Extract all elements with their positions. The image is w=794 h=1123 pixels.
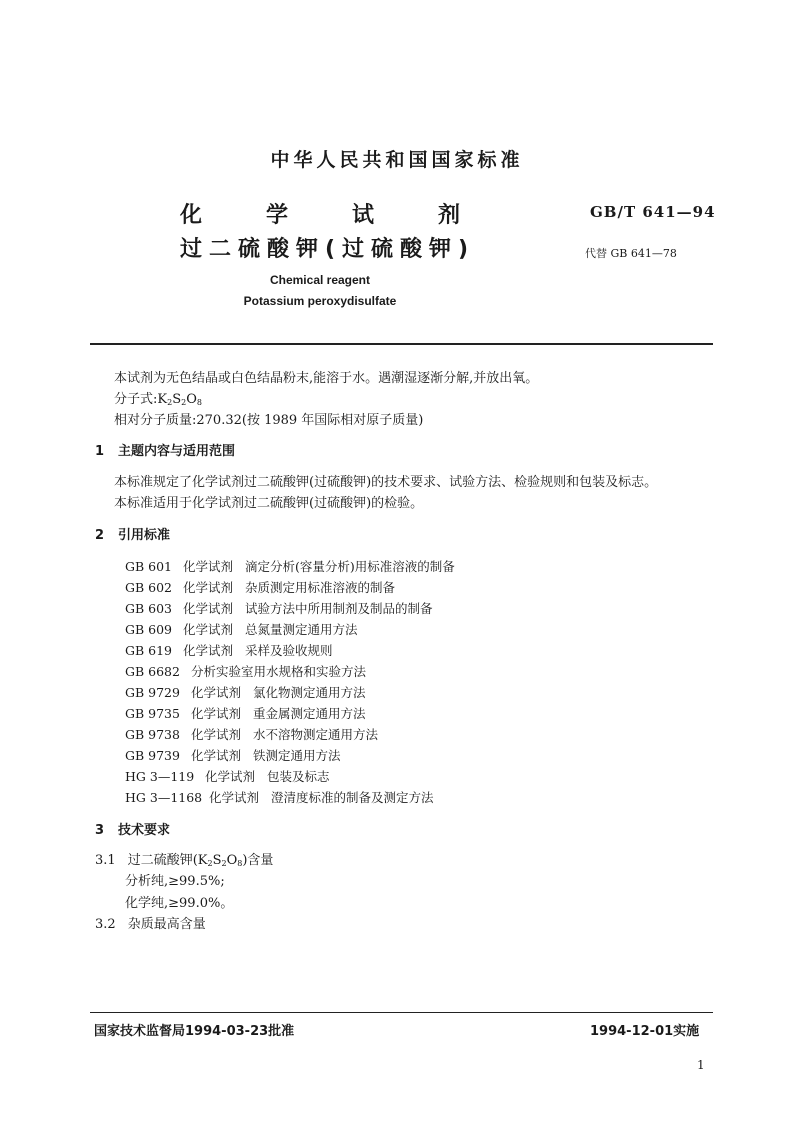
reference-title: 杂质测定用标准溶液的制备 [245,580,396,595]
item-3-1-sub-2: 2 [221,859,227,868]
title-char-4: 剂 [437,203,460,228]
reference-code: HG 3—1168 [125,790,203,805]
reference-title: 滴定分析(容量分析)用标准溶液的制备 [245,559,455,574]
reference-item [125,577,455,598]
section-1-number: 1 [95,444,105,459]
formula-o: O [186,392,197,407]
reference-category: 分析实验室用水规格和实验方法 [191,664,367,679]
item-3-2 [95,913,206,932]
item-3-1-sub-1: 2 [207,859,213,868]
section-1-heading [95,440,235,459]
replaces-standard: 代替 GB 641—78 [585,247,677,260]
english-title-1: Chemical reagent [269,273,371,287]
intro-description: 本试剂为无色结晶或白色结晶粉末,能溶于水。遇潮湿逐渐分解,并放出氧。 [114,371,539,386]
intro-molar-mass: 相对分子质量:270.32(按 1989 年国际相对原子质量) [114,413,424,428]
reference-code: GB 9735 [125,706,180,721]
item-3-1 [95,849,273,868]
item-3-1-label-post: )含量 [242,853,274,868]
reference-item [125,640,455,661]
item-3-2-label: 杂质最高含量 [127,917,206,932]
reference-code: GB 9729 [125,685,180,700]
section-3-title: 技术要求 [118,823,171,838]
item-3-2-number: 3.2 [95,917,116,932]
reference-category: 化学试剂 [191,748,242,763]
section-1-para-1: 本标准规定了化学试剂过二硫酸钾(过硫酸钾)的技术要求、试验方法、检验规则和包装及标志。 [114,475,658,490]
reference-category: 化学试剂 [183,580,234,595]
reference-standards-list [125,556,455,808]
formula-label: 分子式: [114,392,158,407]
section-2-number: 2 [95,528,105,543]
item-3-1-mid-2: O [226,853,238,868]
item-3-1-sub-3: 8 [237,859,243,868]
reference-title: 铁测定通用方法 [253,748,341,763]
title-line-1 [180,198,460,229]
section-3-number: 3 [95,823,105,838]
effective-date: 1994-12-01实施 [590,1024,700,1039]
reference-category: 化学试剂 [191,685,242,700]
formula-o-sub: 8 [196,398,202,407]
footer-divider [90,1012,713,1013]
reference-title: 总氮量测定通用方法 [245,622,358,637]
reference-item [125,619,455,640]
reference-title: 重金属测定通用方法 [253,706,366,721]
reference-code: GB 601 [125,559,173,574]
section-1-title: 主题内容与适用范围 [118,444,236,459]
reference-category: 化学试剂 [205,769,256,784]
section-2-heading [95,524,170,543]
reference-category: 化学试剂 [183,601,234,616]
reference-title: 水不溶物测定通用方法 [253,727,379,742]
title-char-3: 试 [351,203,374,228]
header-divider [90,343,713,345]
reference-item [125,745,455,766]
reference-category: 化学试剂 [183,559,234,574]
reference-title: 采样及验收规则 [245,643,333,658]
title-char-1: 化 [180,203,203,228]
reference-code: GB 603 [125,601,173,616]
reference-category: 化学试剂 [191,706,242,721]
section-2-title: 引用标准 [118,528,171,543]
reference-item [125,703,455,724]
reference-code: GB 9738 [125,727,180,742]
reference-category: 化学试剂 [209,790,260,805]
approval-date: 国家技术监督局1994-03-23批准 [94,1024,295,1039]
item-3-1-mid-1: S [212,853,222,868]
reference-category: 化学试剂 [191,727,242,742]
intro-formula [114,388,202,407]
title-char-2: 学 [265,203,288,228]
reference-code: GB 602 [125,580,173,595]
reference-code: GB 609 [125,622,173,637]
reference-item [125,787,455,808]
reference-item [125,682,455,703]
grade-analytical: 分析纯,≥99.5%; [125,874,225,889]
section-1-para-2: 本标准适用于化学试剂过二硫酸钾(过硫酸钾)的检验。 [114,496,424,511]
formula-s-sub: 2 [181,398,187,407]
page-number: 1 [697,1058,705,1072]
formula-s: S [172,392,182,407]
formula-k-sub: 2 [167,398,173,407]
reference-title: 包装及标志 [267,769,330,784]
standard-number: GB/T 641—94 [590,203,716,221]
reference-item [125,766,455,787]
title-line-2: 过二硫酸钾(过硫酸钾) [180,237,476,262]
reference-code: GB 619 [125,643,173,658]
reference-category: 化学试剂 [183,643,234,658]
formula-k: K [157,392,168,407]
reference-item [125,556,455,577]
reference-item [125,598,455,619]
reference-item [125,661,455,682]
grade-chemical: 化学纯,≥99.0%。 [125,896,234,911]
reference-title: 氯化物测定通用方法 [253,685,366,700]
english-title-2: Potassium peroxydisulfate [243,294,397,308]
reference-code: GB 6682 [125,664,180,679]
national-standard-title: 中华人民共和国国家标准 [270,149,524,171]
reference-code: GB 9739 [125,748,180,763]
reference-code: HG 3—119 [125,769,195,784]
item-3-1-label-pre: 过二硫酸钾(K [127,853,208,868]
reference-item [125,724,455,745]
reference-category: 化学试剂 [183,622,234,637]
item-3-1-number: 3.1 [95,853,116,868]
reference-title: 澄清度标准的制备及测定方法 [271,790,434,805]
section-3-heading [95,819,170,838]
reference-title: 试验方法中所用制剂及制品的制备 [245,601,433,616]
